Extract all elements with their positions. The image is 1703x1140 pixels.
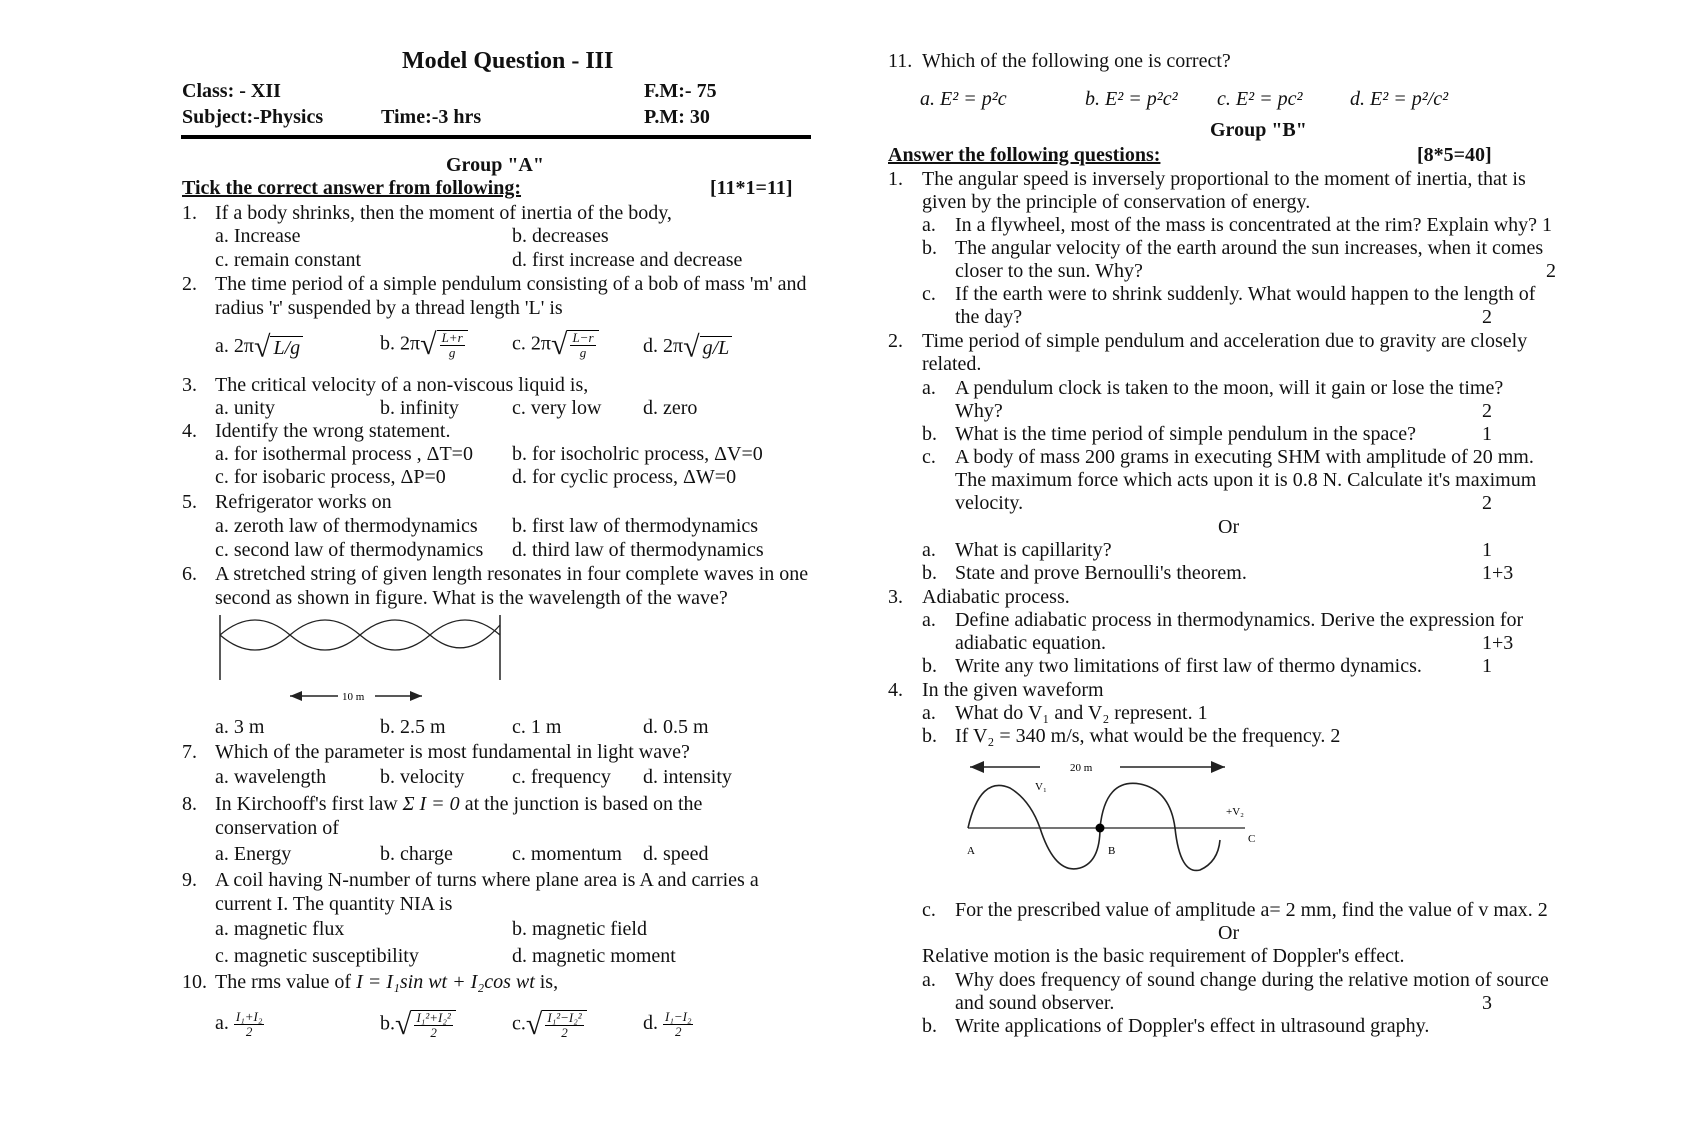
sub-question: What is capillarity? [955, 539, 1112, 561]
option-c: c. 2π√ $\frac{L-r}{g}$ [512, 330, 599, 360]
option-b: b. decreases [512, 225, 609, 247]
group-a-title: Group "A" [446, 154, 544, 176]
option-a: a. 2π√ L/g [215, 335, 303, 359]
marks: 2 [1482, 306, 1492, 328]
sub-label: b. [922, 562, 937, 584]
v1-label: V₁ [1035, 781, 1047, 793]
sub-question: and sound observer. [955, 992, 1115, 1014]
or-separator: Or [1218, 516, 1240, 538]
length-label: 20 m [1070, 762, 1093, 774]
full-marks: F.M:- 75 [644, 80, 717, 102]
question-text: related. [922, 353, 982, 375]
length-label: 10 m [342, 691, 365, 703]
question-text: The rms value of I = I₁sin wt + I₂cos wt is, [215, 971, 559, 993]
option-a: a. magnetic flux [215, 918, 345, 940]
sub-label: b. [922, 725, 937, 747]
option-a: a. 3 m [215, 716, 265, 738]
time-label: Time:-3 hrs [381, 106, 482, 128]
option-c: c. magnetic susceptibility [215, 945, 419, 967]
sub-label: b. [922, 1015, 937, 1037]
page-title: Model Question - III [402, 48, 614, 74]
question-text: Which of the parameter is most fundamental in light wave? [215, 741, 690, 763]
question-number: 5. [182, 491, 197, 513]
option-d: d. magnetic moment [512, 945, 676, 967]
sub-question: the day? [955, 306, 1023, 328]
point-c-label: C [1248, 833, 1256, 845]
sub-question: adiabatic equation. [955, 632, 1107, 654]
question-number: 4. [888, 679, 903, 701]
sub-question: velocity. [955, 492, 1024, 514]
marks: 2 [1482, 400, 1492, 422]
option-b: b.√ $\frac{\text{I₁²+I₂²}}{2}$ [380, 1010, 456, 1040]
sub-question: What do V₁ and V₂ represent. 1 [955, 702, 1208, 724]
arrow-head-right [1211, 761, 1225, 773]
question-text: In Kirchooff's first law Σ I = 0 at the junction is based on the [215, 793, 703, 815]
sub-label: b. [922, 423, 937, 445]
question-number: 10. [182, 971, 207, 993]
question-text: conservation of [215, 817, 339, 839]
point-b-label: B [1108, 845, 1116, 857]
option-d: d. third law of thermodynamics [512, 539, 764, 561]
option-d: d. speed [643, 843, 709, 865]
marks: 1 [1482, 423, 1492, 445]
pass-marks: P.M: 30 [644, 106, 710, 128]
option-b: b. infinity [380, 397, 459, 419]
sub-question: Why? [955, 400, 1003, 422]
group-a-instruction: Tick the correct answer from following: [182, 177, 522, 199]
marks: 3 [1482, 992, 1492, 1014]
option-c: c. remain constant [215, 249, 362, 271]
group-b-marks: [8*5=40] [1417, 144, 1492, 166]
sub-question: The maximum force which acts upon it is 0.8 N. Calculate it's maximum [955, 469, 1537, 491]
option-c: c. E² = pc² [1217, 88, 1303, 110]
option-a: a. Increase [215, 225, 301, 247]
arrow-head-left [290, 691, 302, 701]
sub-label: a. [922, 609, 936, 631]
sub-question: If the earth were to shrink suddenly. What would happen to the length of [955, 283, 1536, 305]
option-c: c. 1 m [512, 716, 562, 738]
question-number: 3. [888, 586, 903, 608]
option-b: b. velocity [380, 766, 465, 788]
sub-question: Write applications of Doppler's effect in ultrasound graphy. [955, 1015, 1430, 1037]
marks: 2 [1546, 260, 1556, 282]
question-text: Adiabatic process. [922, 586, 1070, 608]
sub-question: Why does frequency of sound change during the relative motion of source [955, 969, 1549, 991]
sub-question: Define adiabatic process in thermodynamics. Derive the expression for [955, 609, 1524, 631]
class-label: Class: - XII [182, 80, 281, 102]
question-text: If a body shrinks, then the moment of inertia of the body, [215, 202, 672, 224]
question-number: 3. [182, 374, 197, 396]
sub-question: In a flywheel, most of the mass is concentrated at the rim? Explain why? 1 [955, 214, 1553, 236]
option-d: d. 2π√ g/L [643, 335, 732, 359]
root-symbol: √ [683, 330, 700, 364]
option-a: a. $\frac{\text{I₁+I₂}}{2}$ [215, 1009, 263, 1039]
wave-curve-2 [220, 620, 500, 650]
option-a: a. E² = p²c [920, 88, 1007, 110]
option-a: a. zeroth law of thermodynamics [215, 515, 478, 537]
question-text: The angular speed is inversely proportional to the moment of inertia, that is [922, 168, 1526, 190]
root-symbol: √ [550, 328, 568, 361]
sub-question: Write any two limitations of first law of thermo dynamics. [955, 655, 1422, 677]
root-symbol: √ [420, 328, 437, 361]
sub-label: a. [922, 214, 936, 236]
option-b: b. 2π√ $\frac{L+r}{g}$ [380, 330, 468, 360]
point-a-label: A [967, 845, 975, 857]
sub-label: a. [922, 377, 936, 399]
question-text: current I. The quantity NIA is [215, 893, 453, 915]
sub-question: A pendulum clock is taken to the moon, will it gain or lose the time? [955, 377, 1504, 399]
sub-question: For the prescribed value of amplitude a= 2 mm, find the value of v max. 2 [955, 899, 1548, 921]
option-c: c. very low [512, 397, 602, 419]
question-text: Time period of simple pendulum and acceleration due to gravity are closely [922, 330, 1528, 352]
question-number: 1. [888, 168, 903, 190]
equation: I = I₁sin wt + I₂cos wt [356, 971, 535, 993]
option-d: d. 0.5 m [643, 716, 709, 738]
option-b: b. 2.5 m [380, 716, 446, 738]
option-b: b. first law of thermodynamics [512, 515, 759, 537]
sub-label: b. [922, 237, 937, 259]
marks: 1 [1482, 539, 1492, 561]
or-separator: Or [1218, 922, 1240, 944]
sub-question: The angular velocity of the earth around the sun increases, when it comes [955, 237, 1544, 259]
wave-curve [968, 783, 1220, 870]
question-number: 2. [888, 330, 903, 352]
option-a: a. Energy [215, 843, 292, 865]
option-b: b. for isocholric process, ΔV=0 [512, 443, 763, 465]
group-b-instruction: Answer the following questions: [888, 144, 1161, 166]
option-d: d. for cyclic process, ΔW=0 [512, 466, 737, 488]
option-a: a. unity [215, 397, 275, 419]
equation: Σ I = 0 [402, 793, 460, 815]
group-b-title: Group "B" [1210, 119, 1307, 141]
option-b: b. magnetic field [512, 918, 647, 940]
point-b-dot [1096, 824, 1105, 833]
sub-label: c. [922, 446, 936, 468]
sub-label: a. [922, 969, 936, 991]
standing-wave-figure [210, 610, 510, 710]
option-b: b. E² = p²c² [1085, 88, 1178, 110]
marks: 1+3 [1482, 632, 1514, 654]
header-rule [181, 135, 811, 139]
sub-label: c. [922, 283, 936, 305]
option-d: d. E² = p²/c² [1350, 88, 1449, 110]
option-d: d. zero [643, 397, 698, 419]
option-c: c. frequency [512, 766, 611, 788]
question-number: 11. [888, 50, 913, 72]
question-text: Refrigerator works on [215, 491, 392, 513]
arrow-head-right [410, 691, 422, 701]
sub-question: A body of mass 200 grams in executing SHM with amplitude of 20 mm. [955, 446, 1534, 468]
question-text: given by the principle of conservation of energy. [922, 191, 1311, 213]
question-text: The critical velocity of a non-viscous liquid is, [215, 374, 589, 396]
sub-label: b. [922, 655, 937, 677]
arrow-head-left [970, 761, 984, 773]
subject-label: Subject:-Physics [182, 106, 324, 128]
option-c: c. second law of thermodynamics [215, 539, 484, 561]
v2-label: +V₂ [1226, 806, 1244, 818]
sub-question: If V₂ = 340 m/s, what would be the frequency. 2 [955, 725, 1341, 747]
marks: 2 [1482, 492, 1492, 514]
question-text: A coil having N-number of turns where plane area is A and carries a [215, 869, 759, 891]
question-number: 2. [182, 273, 197, 295]
question-text: In the given waveform [922, 679, 1104, 701]
option-b: b. charge [380, 843, 453, 865]
marks: 1+3 [1482, 562, 1514, 584]
option-c: c. momentum [512, 843, 622, 865]
question-text: radius 'r' suspended by a thread length 'L' is [215, 297, 563, 319]
sub-label: a. [922, 702, 936, 724]
question-number: 1. [182, 202, 197, 224]
sub-label: c. [922, 899, 936, 921]
question-text: Which of the following one is correct? [922, 50, 1231, 72]
question-text: second as shown in figure. What is the wavelength of the wave? [215, 587, 728, 609]
group-a-marks: [11*1=11] [710, 177, 793, 199]
sub-label: a. [922, 539, 936, 561]
question-number: 7. [182, 741, 197, 763]
option-d: d. first increase and decrease [512, 249, 743, 271]
option-c: c.√ $\frac{\text{I₁²−I₂²}}{2}$ [512, 1010, 587, 1040]
option-d: d. $\frac{\text{I₁−I₂}}{2}$ [643, 1009, 692, 1039]
option-a: a. wavelength [215, 766, 327, 788]
option-a: a. for isothermal process , ΔT=0 [215, 443, 473, 465]
question-number: 4. [182, 420, 197, 442]
question-text: A stretched string of given length resonates in four complete waves in one [215, 563, 809, 585]
question-number: 9. [182, 869, 197, 891]
question-number: 6. [182, 563, 197, 585]
sub-question: What is the time period of simple pendulum in the space? [955, 423, 1416, 445]
sound-waveform-figure [950, 750, 1260, 895]
root-symbol: √ [253, 330, 271, 364]
option-d: d. intensity [643, 766, 732, 788]
question-text: Relative motion is the basic requirement of Doppler's effect. [922, 945, 1405, 967]
sub-question: closer to the sun. Why? [955, 260, 1143, 282]
root-symbol: √ [525, 1008, 543, 1041]
sub-question: State and prove Bernoulli's theorem. [955, 562, 1247, 584]
marks: 1 [1482, 655, 1492, 677]
question-number: 8. [182, 793, 197, 815]
option-c: c. for isobaric process, ΔP=0 [215, 466, 446, 488]
root-symbol: √ [395, 1008, 412, 1041]
question-text: The time period of a simple pendulum consisting of a bob of mass 'm' and [215, 273, 807, 295]
question-text: Identify the wrong statement. [215, 420, 451, 442]
